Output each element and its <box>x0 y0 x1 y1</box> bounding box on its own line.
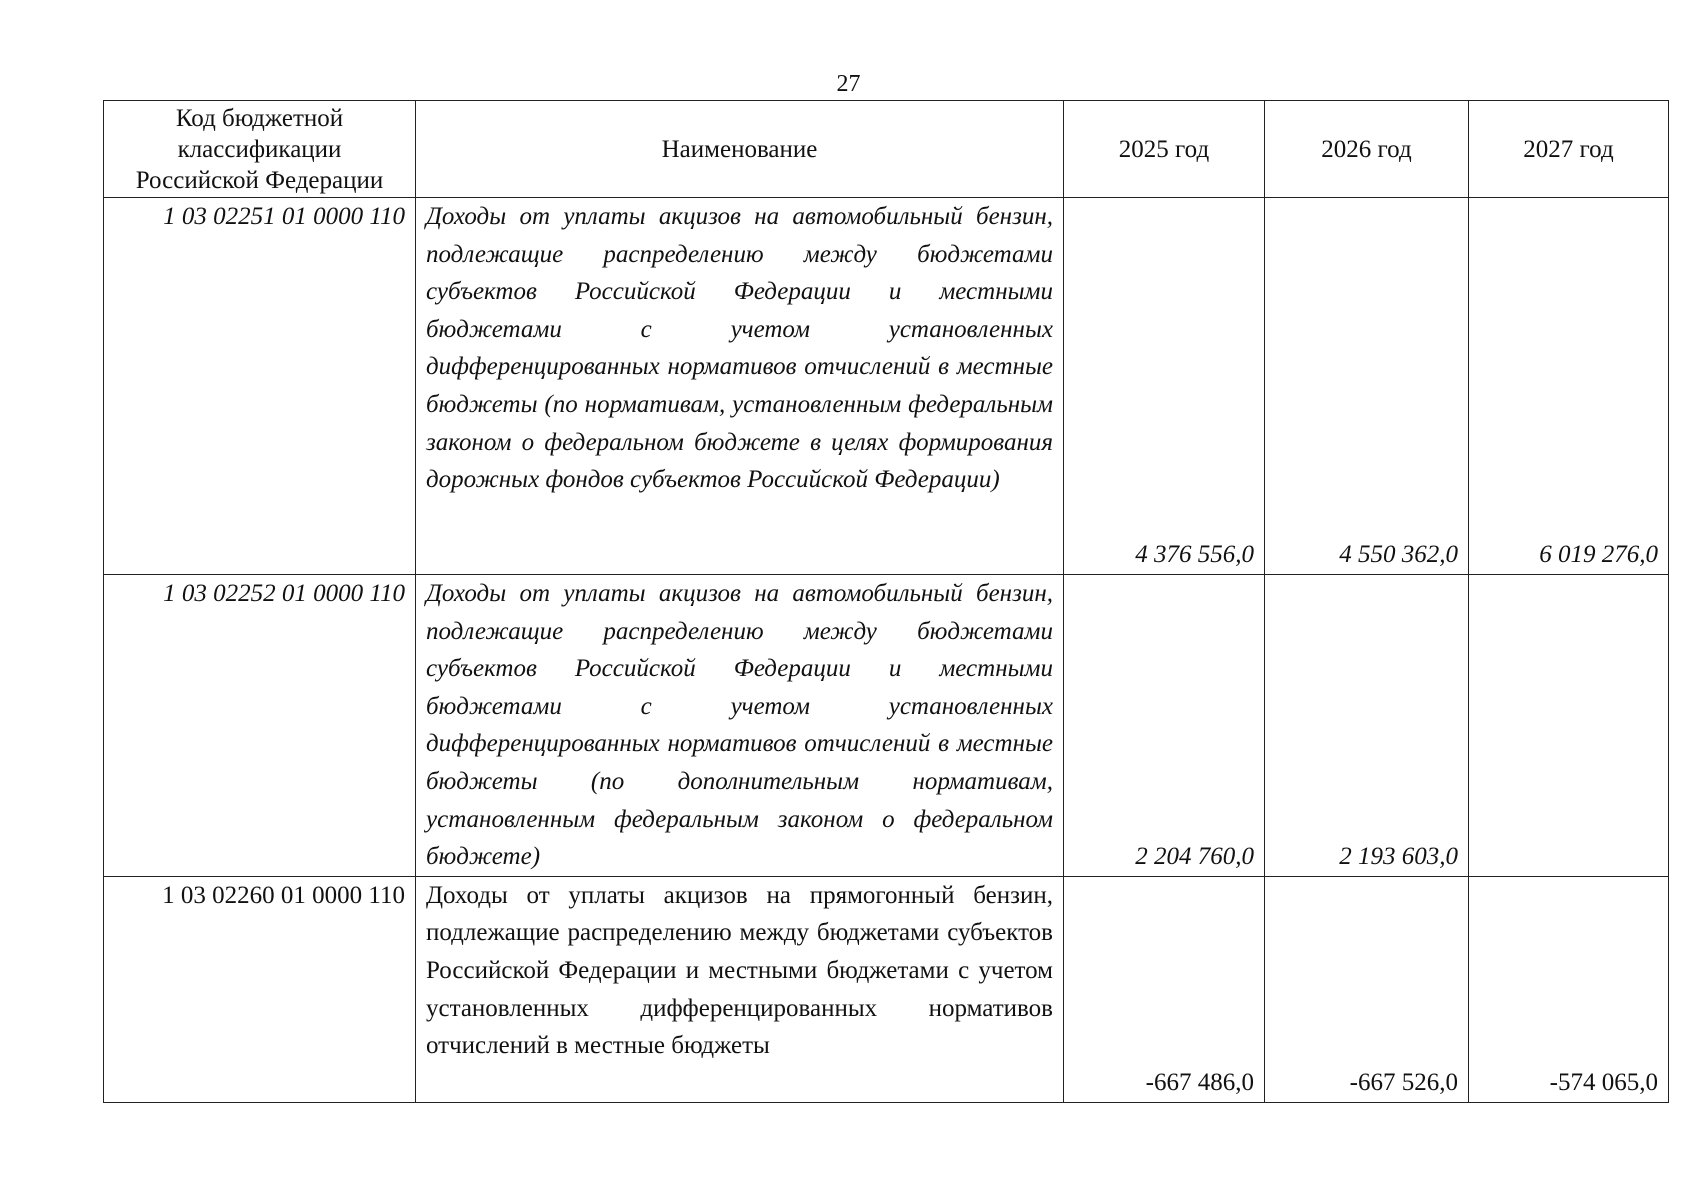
row-value-2027: -574 065,0 <box>1469 876 1669 1102</box>
row-value-2026: -667 526,0 <box>1265 876 1469 1102</box>
budget-revenue-table <box>103 100 1669 1103</box>
table-row <box>104 876 1669 1102</box>
row-name: Доходы от уплаты акцизов на автомобильный бензин, подлежащие распределению между бюджетами субъектов Российской Федерации и местными бюджетами с учетом установленных дифференцированных нормативов отчислений в местные бюджеты (по нормативам, установленным федеральным законом о федеральном бюджете в целях формирования дорожных фондов субъектов Российской Федерации) <box>416 198 1064 575</box>
row-value-2026: 2 193 603,0 <box>1265 575 1469 877</box>
row-code: 1 03 02252 01 0000 110 <box>104 575 416 877</box>
table-header-row <box>104 101 1669 198</box>
row-name: Доходы от уплаты акцизов на прямогонный бензин, подлежащие распределению между бюджетами субъектов Российской Федерации и местными бюджетами с учетом установленных дифференцированных нормативов отчислений в местные бюджеты <box>416 876 1064 1102</box>
header-year-2026: 2026 год <box>1265 101 1469 198</box>
row-value-2025: -667 486,0 <box>1064 876 1265 1102</box>
header-year-2025: 2025 год <box>1064 101 1265 198</box>
row-code: 1 03 02251 01 0000 110 <box>104 198 416 575</box>
row-value-2027: 6 019 276,0 <box>1469 198 1669 575</box>
table-row <box>104 575 1669 877</box>
header-code: Код бюджетной классификации Российской Федерации <box>104 101 416 198</box>
table-row <box>104 198 1669 575</box>
row-value-2025: 4 376 556,0 <box>1064 198 1265 575</box>
row-value-2027 <box>1469 575 1669 877</box>
row-name: Доходы от уплаты акцизов на автомобильный бензин, подлежащие распределению между бюджетами субъектов Российской Федерации и местными бюджетами с учетом установленных дифференцированных нормативов отчислений в местные бюджеты (по дополнительным нормативам, установленным федеральным законом о федеральном бюджете) <box>416 575 1064 877</box>
header-name: Наименование <box>416 101 1064 198</box>
page-number: 27 <box>836 71 861 97</box>
row-value-2026: 4 550 362,0 <box>1265 198 1469 575</box>
row-code: 1 03 02260 01 0000 110 <box>104 876 416 1102</box>
header-year-2027: 2027 год <box>1469 101 1669 198</box>
row-value-2025: 2 204 760,0 <box>1064 575 1265 877</box>
